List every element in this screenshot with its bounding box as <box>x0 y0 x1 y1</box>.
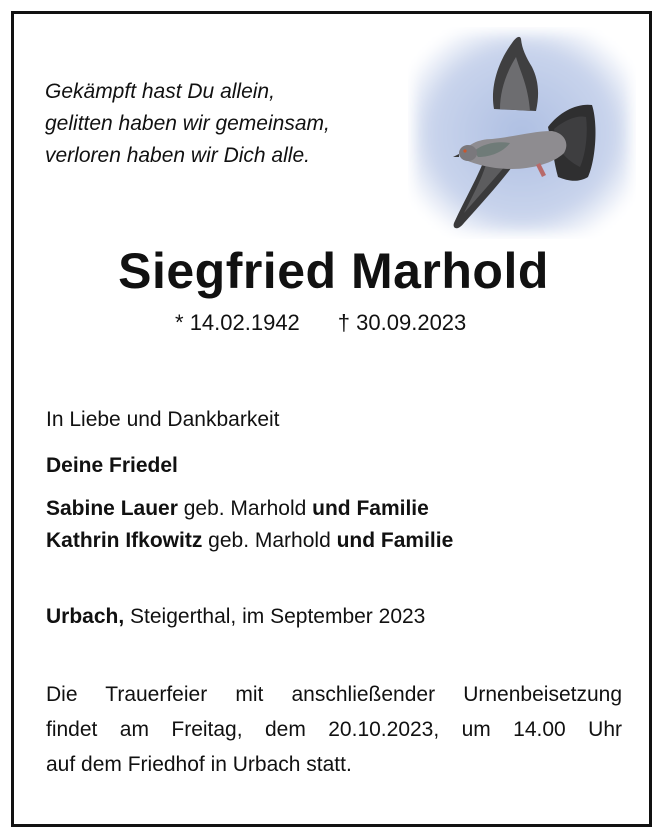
maiden-name: geb. Marhold <box>177 497 313 520</box>
family-line-2 <box>46 526 453 556</box>
deceased-name: Siegfried Marhold <box>118 243 549 299</box>
maiden-name: geb. Marhold <box>202 529 337 552</box>
verse-line: Gekämpft hast Du allein, <box>45 80 275 103</box>
dove-photo <box>408 27 636 239</box>
family-member-name: Kathrin Ifkowitz <box>46 529 203 552</box>
family-suffix: und Familie <box>336 529 454 552</box>
family-suffix: und Familie <box>312 497 429 520</box>
verse-line: verloren haben wir Dich alle. <box>45 144 310 167</box>
place-date-line <box>46 602 425 632</box>
service-line: Die Trauerfeier mit anschließender Urnenbeisetzung <box>46 683 622 706</box>
spouse-signature: Deine Friedel <box>46 454 178 477</box>
place-rest: Steigerthal, im September 2023 <box>124 605 426 628</box>
cross-icon: † <box>337 310 351 335</box>
family-line-1 <box>46 494 429 524</box>
mourners-intro: In Liebe und Dankbarkeit <box>46 408 280 431</box>
death-date: 30.09.2023 <box>356 310 467 335</box>
service-line: auf dem Friedhof in Urbach statt. <box>46 753 352 776</box>
verse-line: gelitten haben wir gemeinsam, <box>45 112 330 135</box>
birth-date: 14.02.1942 <box>189 310 300 335</box>
place-town: Urbach, <box>46 605 125 628</box>
service-line: findet am Freitag, dem 20.10.2023, um 14.00 Uhr <box>46 718 622 741</box>
birth-symbol: * <box>175 310 184 335</box>
life-dates <box>175 308 466 338</box>
service-announcement <box>46 677 622 782</box>
memorial-verse <box>45 76 330 172</box>
family-member-name: Sabine Lauer <box>46 497 178 520</box>
